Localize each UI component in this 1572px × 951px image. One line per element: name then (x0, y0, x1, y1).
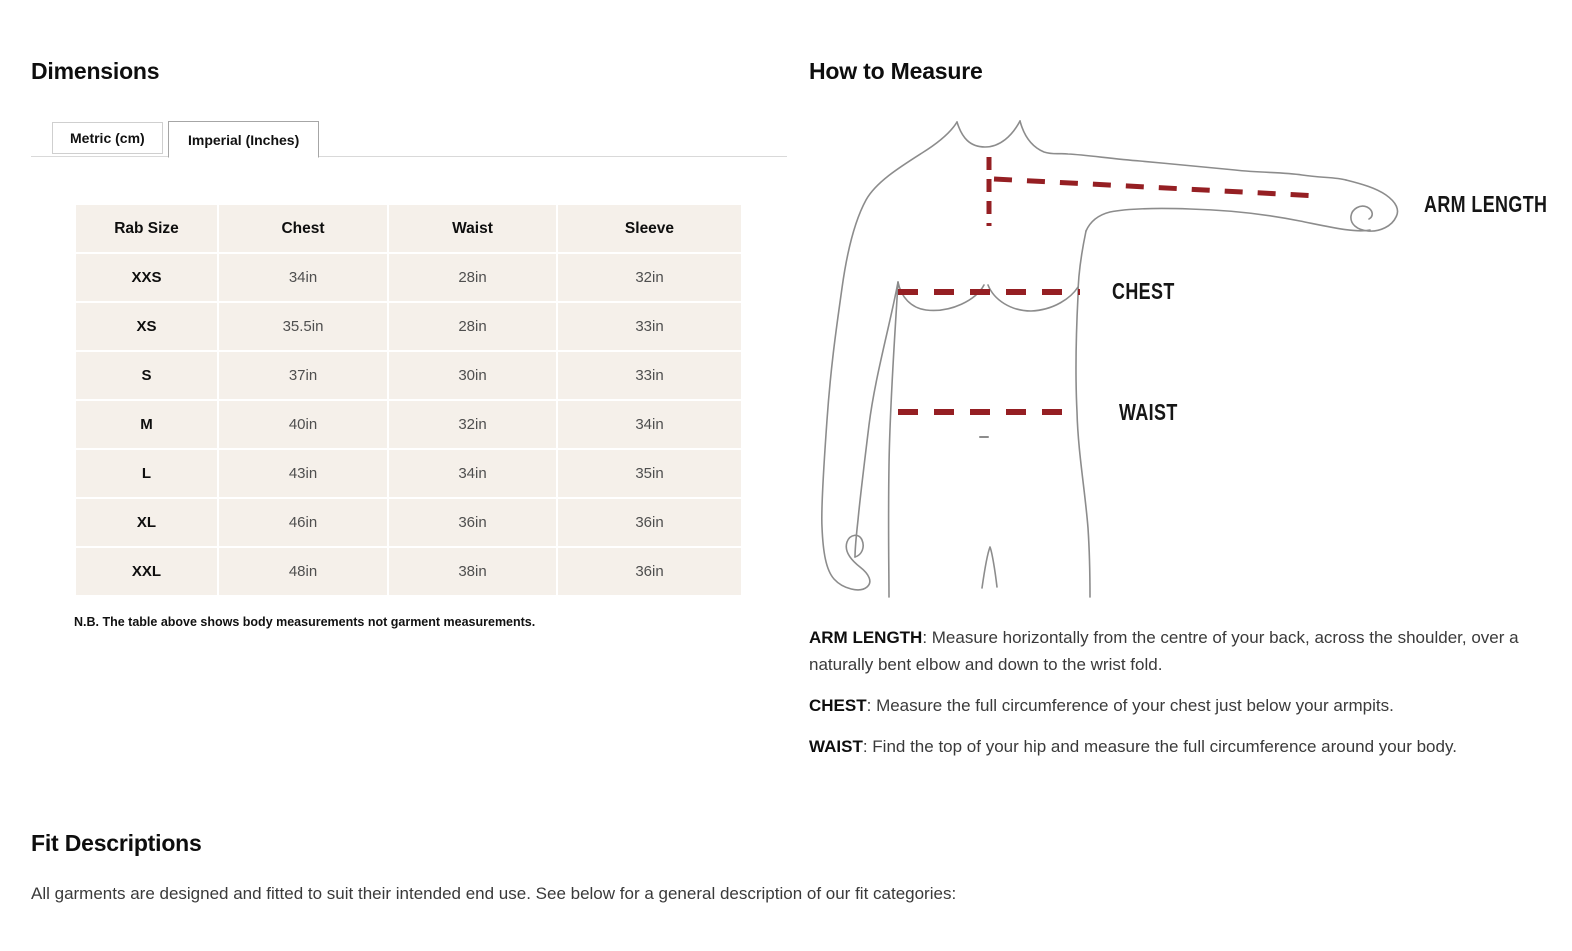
sleeve-cell: 32in (558, 254, 741, 301)
col-header-sleeve: Sleeve (558, 205, 741, 252)
chest-cell: 35.5in (219, 303, 387, 350)
how-to-measure-heading: How to Measure (809, 58, 983, 84)
arm-length-term: ARM LENGTH (809, 628, 923, 647)
chest-text: : Measure the full circumference of your chest just below your armpits. (866, 696, 1394, 715)
sleeve-cell: 35in (558, 450, 741, 497)
waist-cell: 30in (389, 352, 556, 399)
waist-definition (809, 733, 1554, 760)
size-table (74, 203, 743, 597)
arm-length-definition (809, 624, 1554, 678)
tab-metric-cm[interactable] (52, 122, 163, 154)
waist-cell: 32in (389, 401, 556, 448)
dimensions-heading: Dimensions (31, 58, 160, 84)
sleeve-cell: 33in (558, 303, 741, 350)
tab-imperial-inches[interactable] (168, 121, 319, 158)
fit-descriptions-intro: All garments are designed and fitted to suit their intended end use. See below for a general description of our fit categories: (31, 884, 957, 903)
size-cell: M (76, 401, 217, 448)
size-cell: S (76, 352, 217, 399)
chest-cell: 40in (219, 401, 387, 448)
units-tabbar (31, 119, 787, 157)
table-row (76, 401, 741, 448)
size-cell: L (76, 450, 217, 497)
sleeve-cell: 33in (558, 352, 741, 399)
chest-cell: 43in (219, 450, 387, 497)
waist-label: WAIST (1119, 399, 1178, 426)
arm-length-text: : Measure horizontally from the centre of your back, across the shoulder, over a naturally bent elbow and down to the wrist fold. (809, 628, 1519, 674)
measurement-definitions (809, 624, 1554, 774)
chest-cell: 48in (219, 548, 387, 595)
body-outline-figure-icon (810, 100, 1572, 600)
waist-text: : Find the top of your hip and measure the full circumference around your body. (862, 737, 1457, 756)
chest-term: CHEST (809, 696, 867, 715)
arm-length-label: ARM LENGTH (1424, 191, 1548, 218)
chest-cell: 46in (219, 499, 387, 546)
waist-cell: 36in (389, 499, 556, 546)
col-header-chest: Chest (219, 205, 387, 252)
size-cell: XXS (76, 254, 217, 301)
col-header-rab-size: Rab Size (76, 205, 217, 252)
fit-descriptions-heading: Fit Descriptions (31, 830, 202, 856)
sleeve-cell: 36in (558, 548, 741, 595)
waist-cell: 34in (389, 450, 556, 497)
body-measurements-note: N.B. The table above shows body measurements not garment measurements. (74, 615, 536, 629)
table-row (76, 548, 741, 595)
tab-metric-label: Metric (cm) (70, 130, 145, 146)
chest-cell: 37in (219, 352, 387, 399)
waist-cell: 38in (389, 548, 556, 595)
col-header-waist: Waist (389, 205, 556, 252)
chest-definition (809, 692, 1554, 719)
arm-length-measure-line (994, 179, 1319, 196)
sleeve-cell: 36in (558, 499, 741, 546)
size-cell: XL (76, 499, 217, 546)
table-row (76, 352, 741, 399)
waist-cell: 28in (389, 254, 556, 301)
measurement-diagram (810, 100, 1572, 600)
waist-cell: 28in (389, 303, 556, 350)
sleeve-cell: 34in (558, 401, 741, 448)
size-table-header-row (76, 205, 741, 252)
size-cell: XS (76, 303, 217, 350)
chest-cell: 34in (219, 254, 387, 301)
table-row (76, 450, 741, 497)
table-row (76, 303, 741, 350)
chest-label: CHEST (1112, 278, 1175, 305)
tabbar-divider (31, 156, 787, 157)
table-row (76, 254, 741, 301)
tab-imperial-label: Imperial (Inches) (188, 131, 300, 148)
size-cell: XXL (76, 548, 217, 595)
table-row (76, 499, 741, 546)
waist-term: WAIST (809, 737, 863, 756)
